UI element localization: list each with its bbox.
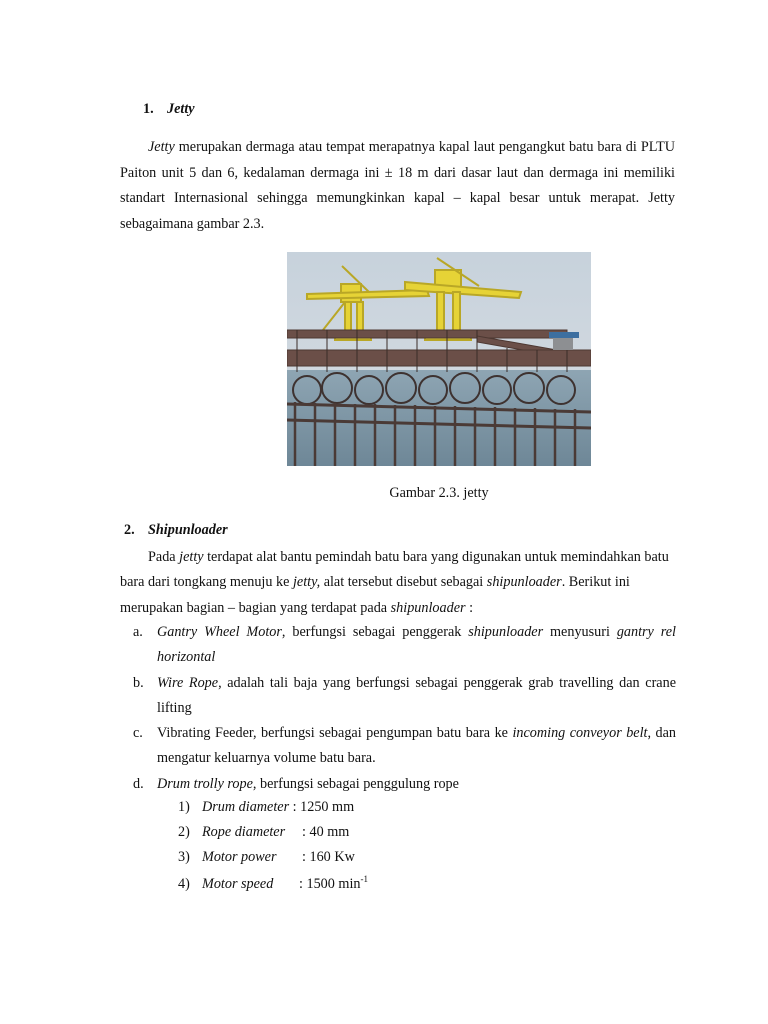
list-term: gantry rel horizontal [157,624,676,666]
spec-value: : 1500 min [299,876,361,892]
figure-caption: Gambar 2.3. jetty [389,485,489,501]
paragraph-text: . Berikut ini merupakan bagian – bagian yang terdapat pada [120,574,630,616]
list-item [120,721,676,772]
paragraph-text: : [465,599,474,616]
spec-item [178,799,354,816]
paragraph-text: alat tersebut disebut sebagai [320,574,487,591]
list-item [120,772,676,797]
section-title: Shipunloader [148,522,228,538]
paragraph-text: merupakan dermaga atau tempat merapatnya kapal laut pengangkut batu bara di PLTU Paiton unit 5 dan 6, kedalaman dermaga ini ± 18 m dari dasar laut dan dermaga ini memiliki standart Internasional sehingga memungkinkan kapal – kapal besar untuk merapat. Jetty sebagaimana gambar 2.3. [120,139,675,232]
list-term: incoming conveyor belt [512,725,648,742]
list-item [120,671,676,722]
list-text: , adalah tali baja yang berfungsi sebagai penggerak grab travelling dan crane lifting [157,674,676,716]
paragraph-term: shipunloader [390,599,466,616]
spec-value: : 40 mm [302,824,350,840]
spec-item [178,824,349,841]
list-marker: a. [133,624,143,640]
section-heading-shipunloader [124,522,228,539]
paragraph-term: jetty, [292,574,321,591]
list-marker: c. [133,725,143,742]
list-text: menyusuri [543,624,617,640]
jetty-photo-illustration [287,252,591,466]
list-term: Wire Rope [157,674,219,691]
spec-item [178,849,355,866]
list-text: , dan mengatur keluarnya volume batu bara. [157,725,676,767]
list-text: , berfungsi sebagai penggulung rope [252,775,459,792]
spec-value: : 1250 mm [289,799,355,815]
paragraph-term: shipunloader [486,574,562,591]
shipunloader-paragraph [120,545,680,621]
list-term: Gantry Wheel Motor [157,624,282,640]
spec-number: 4) [178,876,190,892]
section-heading-jetty [143,101,195,118]
section-number: 2. [124,522,135,538]
spec-item [178,874,368,893]
list-text: Vibrating Feeder, berfungsi sebagai pengumpan batu bara ke [157,725,513,742]
spec-number: 3) [178,849,190,865]
section-title: Jetty [167,101,195,117]
spec-number: 2) [178,824,190,840]
spec-label: Motor power [202,849,277,865]
spec-value: : 160 Kw [302,849,355,865]
section-number: 1. [143,101,154,117]
spec-label: Motor speed [202,876,274,892]
list-item [120,620,676,671]
paragraph-term: Jetty [148,139,175,155]
list-term: shipunloader [468,624,544,640]
spec-label: Drum diameter [202,799,290,815]
list-term: Drum trolly rope [157,775,253,792]
spec-number: 1) [178,799,190,815]
list-marker: b. [133,674,144,691]
jetty-photo [287,252,591,466]
paragraph-text: Pada [148,549,180,565]
component-list [120,620,676,797]
spec-label: Rope diameter [202,824,286,840]
list-marker: d. [133,775,144,792]
paragraph-text: terdapat alat bantu pemindah batu bara yang digunakan untuk memindahkan batu bara dari tongkang menuju ke [120,549,669,591]
jetty-paragraph [120,135,675,237]
paragraph-term: jetty [179,549,204,565]
spec-superscript: -1 [360,874,368,884]
list-text: , berfungsi sebagai penggerak [281,624,469,640]
